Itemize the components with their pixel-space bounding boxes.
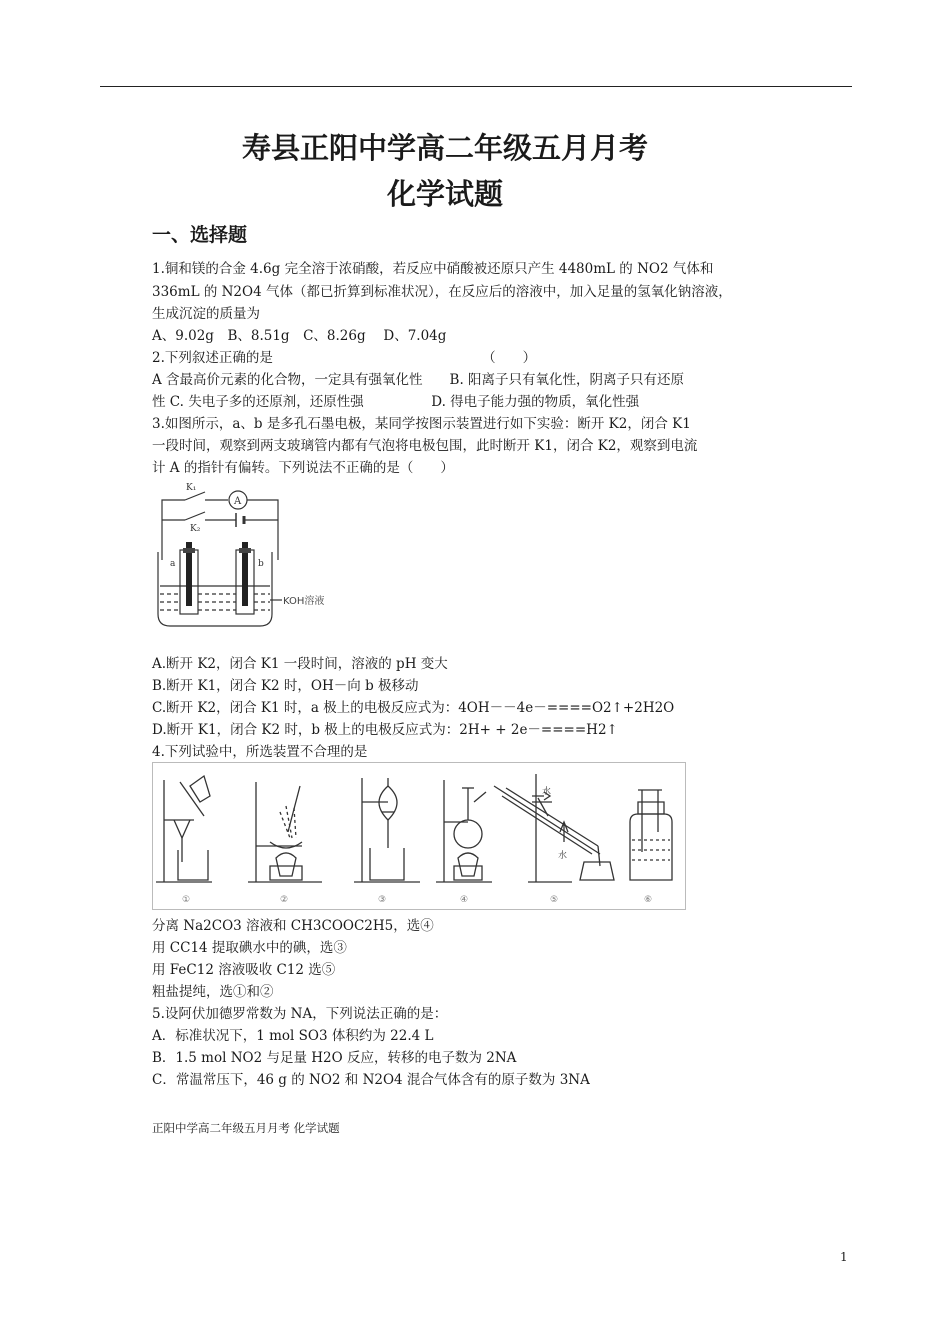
exam-title: 寿县正阳中学高二年级五月月考 bbox=[241, 131, 648, 165]
apparatus-label-6: ⑥ bbox=[644, 895, 653, 905]
q5-option-c: C．常温常压下，46 g 的 NO2 和 N2O4 混合气体含有的原子数为 3NA bbox=[152, 1072, 590, 1088]
q4-option-d: 粗盐提纯，选①和② bbox=[152, 984, 274, 1000]
condenser-water-label-1: 水 bbox=[542, 787, 552, 797]
q3-line1: 3.如图所示，a、b 是多孔石墨电极，某同学按图示装置进行如下实验：断开 K2，闭合 K1 bbox=[152, 416, 691, 432]
electrode-b-label: b bbox=[258, 559, 264, 569]
q4-option-c: 用 FeC12 溶液吸收 C12 选⑤ bbox=[152, 962, 336, 978]
q3-option-b: B.断开 K1，闭合 K2 时，OH－向 b 极移动 bbox=[152, 678, 419, 694]
q1-line3: 生成沉淀的质量为 bbox=[152, 306, 260, 322]
condenser-water-label-2: 水 bbox=[558, 851, 568, 861]
electrode-a-label: a bbox=[170, 559, 176, 569]
q5-stem: 5.设阿伏加德罗常数为 NA，下列说法正确的是： bbox=[152, 1006, 448, 1022]
section-heading: 一、选择题 bbox=[152, 224, 248, 246]
q2-line1: A 含最高价元素的化合物，一定具有强氧化性 B. 阳离子只有氧化性，阴离子只有还原 bbox=[152, 372, 685, 388]
q4-stem: 4.下列试验中，所选装置不合理的是 bbox=[152, 744, 368, 760]
page-number: 1 bbox=[840, 1250, 848, 1264]
q2-stem: 2.下列叙述正确的是 （ ） bbox=[152, 350, 537, 366]
q3-line2: 一段时间，观察到两支玻璃管内都有气泡将电极包围，此时断开 K1，闭合 K2，观察到电流 bbox=[152, 438, 698, 454]
q1-line2: 336mL 的 N2O4 气体（都已折算到标准状况），在反应后的溶液中，加入足量的氢氧化钠溶液， bbox=[152, 284, 732, 300]
q4-option-b: 用 CC14 提取碘水中的碘，选③ bbox=[152, 940, 347, 956]
q3-option-c: C.断开 K2，闭合 K1 时，a 极上的电极反应式为：4OH－－4e－====O2↑+2H2O bbox=[152, 700, 675, 716]
apparatus-label-3: ③ bbox=[378, 895, 387, 905]
q5-option-a: A．标准状况下，1 mol SO3 体积约为 22.4 L bbox=[152, 1028, 434, 1044]
k2-switch-label: K₂ bbox=[190, 524, 201, 534]
k1-switch-label: K₁ bbox=[186, 483, 197, 493]
header-rule bbox=[100, 86, 852, 87]
electrolysis-apparatus-figure bbox=[150, 482, 350, 634]
apparatus-label-4: ④ bbox=[460, 895, 469, 905]
page-footer: 正阳中学高二年级五月月考 化学试题 bbox=[152, 1121, 340, 1135]
q1-options: A、9.02g B、8.51g C、8.26g D、7.04g bbox=[152, 328, 447, 344]
q4-option-a: 分离 Na2CO3 溶液和 CH3COOC2H5，选④ bbox=[152, 918, 434, 934]
apparatus-label-2: ② bbox=[280, 895, 289, 905]
lab-apparatus-figure bbox=[152, 762, 686, 910]
q3-option-a: A.断开 K2，闭合 K1 一段时间，溶液的 pH 变大 bbox=[152, 656, 448, 672]
q5-option-b: B．1.5 mol NO2 与足量 H2O 反应，转移的电子数为 2NA bbox=[152, 1050, 517, 1066]
apparatus-label-1: ① bbox=[182, 895, 191, 905]
koh-solution-label: KOH溶液 bbox=[283, 596, 325, 607]
q2-line2: 性 C. 失电子多的还原剂，还原性强 D. 得电子能力强的物质，氧化性强 bbox=[152, 394, 640, 410]
q1-line1: 1.铜和镁的合金 4.6g 完全溶于浓硝酸，若反应中硝酸被还原只产生 4480mL 的 NO2 气体和 bbox=[152, 261, 714, 277]
exam-subject-title: 化学试题 bbox=[386, 177, 503, 211]
q3-line3: 计 A 的指针有偏转。下列说法不正确的是（ ） bbox=[152, 460, 454, 476]
q3-option-d: D.断开 K1，闭合 K2 时，b 极上的电极反应式为：2H+ + 2e－====H2↑ bbox=[152, 722, 618, 738]
apparatus-label-5: ⑤ bbox=[550, 895, 559, 905]
ammeter-label: A bbox=[234, 496, 242, 507]
